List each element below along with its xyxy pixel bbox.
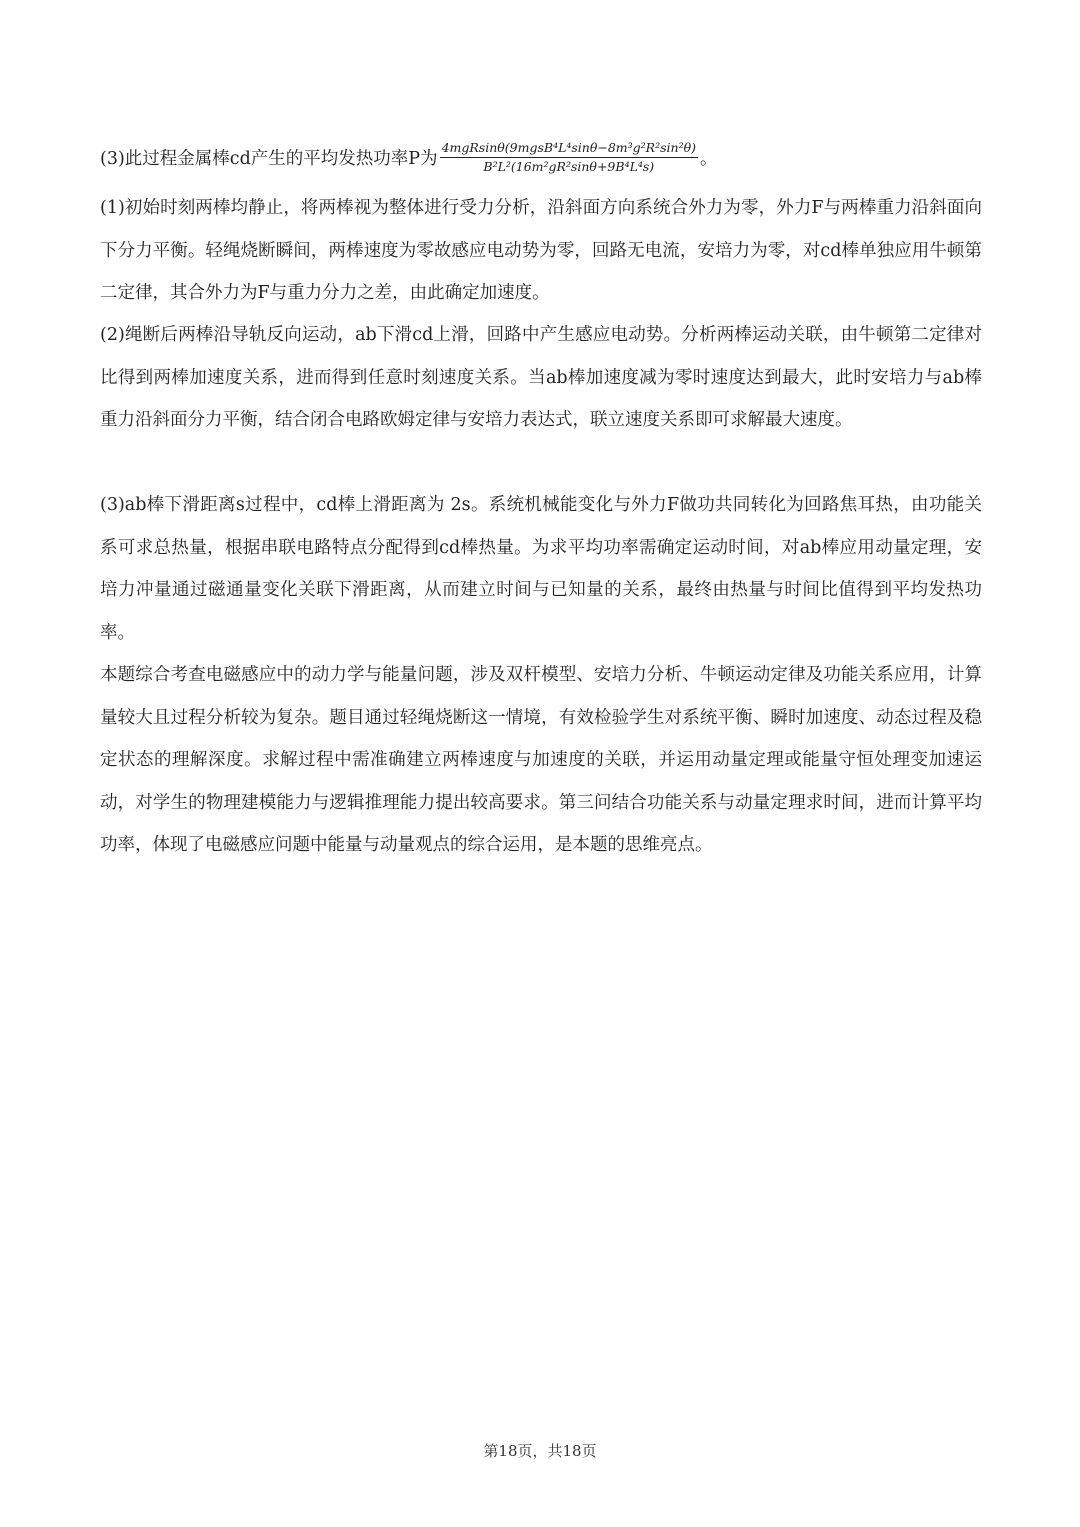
page-footer: 第18页，共18页	[483, 1442, 597, 1460]
fraction-denominator: B²L²(16m²gR²sinθ+9B⁴L⁴s)	[483, 158, 655, 174]
analysis-paragraph-3: (3)ab棒下滑距离s过程中，cd棒上滑距离为 2s。系统机械能变化与外力F做功共同转化为回路焦耳热，由功能关系可求总热量，根据串联电路特点分配得到cd棒热量。为求平均功率需确定运动时间，对ab棒应用动量定理，安培力冲量通过磁通量变化关联下滑距离，从而建立时间与已知量的关系，最终由热量与时间比值得到平均发热功率。	[100, 495, 982, 643]
answer-part-3-formula	[100, 140, 718, 174]
formula-suffix: 。	[700, 148, 718, 169]
power-fraction	[440, 140, 698, 174]
comment-paragraph: 本题综合考查电磁感应中的动力学与能量问题，涉及双杆模型、安培力分析、牛顿运动定律及功能关系应用，计算量较大且过程分析较为复杂。题目通过轻绳烧断这一情境，有效检验学生对系统平衡、瞬时加速度、动态过程及稳定状态的理解深度。求解过程中需准确建立两棒速度与加速度的关联，并运用动量定理或能量守恒处理变加速运动，对学生的物理建模能力与逻辑推理能力提出较高要求。第三问结合功能关系与动量定理求时间，进而计算平均功率，体现了电磁感应问题中能量与动量观点的综合运用，是本题的思维亮点。	[100, 665, 982, 855]
fraction-numerator: 4mgRsinθ(9mgsB⁴L⁴sinθ−8m³g²R²sin²θ)	[440, 140, 698, 158]
analysis-paragraph-2: (2)绳断后两棒沿导轨反向运动，ab下滑cd上滑，回路中产生感应电动势。分析两棒运动关联，由牛顿第二定律对比得到两棒加速度关系，进而得到任意时刻速度关系。当ab棒加速度减为零时速度达到最大，此时安培力与ab棒重力沿斜面分力平衡，结合闭合电路欧姆定律与安培力表达式，联立速度关系即可求解最大速度。	[100, 325, 982, 430]
analysis-paragraph-1: (1)初始时刻两棒均静止，将两棒视为整体进行受力分析，沿斜面方向系统合外力为零，外力F与两棒重力沿斜面向下分力平衡。轻绳烧断瞬间，两棒速度为零故感应电动势为零，回路无电流，安培力为零，对cd棒单独应用牛顿第二定律，其合外力为F与重力分力之差，由此确定加速度。	[100, 198, 982, 303]
formula-prefix: (3)此过程金属棒cd产生的平均发热功率P为	[100, 148, 438, 169]
